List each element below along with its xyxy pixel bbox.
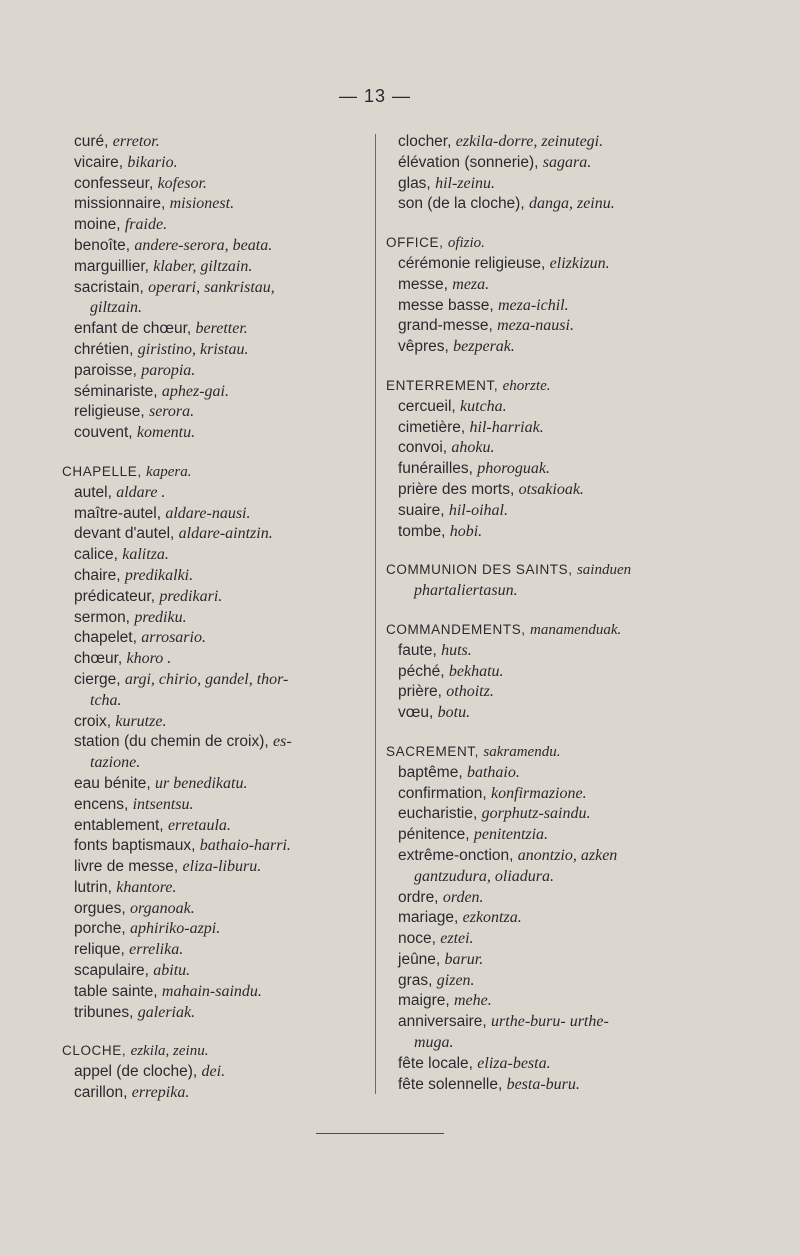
entry-french: carillon, — [74, 1084, 132, 1102]
entry-french: moine, — [74, 216, 125, 234]
dictionary-entry — [386, 825, 696, 846]
entry-french: tribunes, — [74, 1003, 138, 1021]
entry-french: fête solennelle, — [398, 1075, 507, 1093]
entry-basque: hobi. — [449, 522, 483, 540]
entry-basque: aldare . — [116, 483, 166, 501]
dictionary-entry — [62, 566, 362, 587]
entry-basque: klaber, giltzain. — [153, 257, 253, 275]
entry-french: station (du chemin de croix), — [74, 733, 274, 751]
dictionary-section — [386, 620, 696, 724]
entry-french: orgues, — [74, 899, 131, 917]
entry-basque: gorphutz-saindu. — [481, 805, 591, 823]
entry-basque: aldare-aintzin. — [178, 525, 273, 543]
dictionary-entry — [62, 278, 362, 299]
entry-basque: giltzain. — [90, 299, 143, 317]
entry-basque: dei. — [201, 1063, 226, 1081]
dictionary-section — [62, 1041, 362, 1103]
entry-basque: khoro . — [126, 650, 172, 668]
entry-french: prédicateur, — [74, 587, 160, 605]
entry-basque: eliza-liburu. — [182, 858, 262, 876]
entry-french: suaire, — [398, 501, 449, 519]
dictionary-entry — [386, 867, 696, 888]
dictionary-entry — [386, 132, 696, 153]
dictionary-entry — [386, 641, 696, 662]
heading-basque: ezkila, zeinu. — [130, 1043, 209, 1060]
dictionary-entry — [62, 257, 362, 278]
dictionary-entry — [386, 662, 696, 683]
entry-basque: andere-serora, beata. — [134, 236, 273, 254]
entry-basque: penitentzia. — [473, 826, 549, 844]
dictionary-entry — [62, 608, 362, 629]
dictionary-section — [386, 132, 696, 215]
entry-basque: organoak. — [130, 899, 195, 917]
entry-french: marguillier, — [74, 257, 154, 275]
dictionary-entry — [386, 296, 696, 317]
dictionary-entry — [62, 298, 362, 319]
dictionary-entry — [386, 846, 696, 867]
section-heading — [386, 620, 696, 641]
entry-french: sacristain, — [74, 278, 149, 296]
dictionary-entry — [386, 316, 696, 337]
entry-french: cercueil, — [398, 397, 461, 415]
entry-basque: ezkontza. — [462, 909, 522, 927]
dictionary-entry — [386, 804, 696, 825]
entry-french: prière des morts, — [398, 480, 519, 498]
entry-basque: meza. — [452, 275, 490, 293]
entry-basque: paropia. — [141, 361, 196, 379]
entry-basque: hil-harriak. — [469, 418, 544, 436]
entry-basque: othoitz. — [446, 683, 494, 701]
entry-basque: beretter. — [195, 320, 248, 338]
dictionary-entry — [62, 857, 362, 878]
entry-french: prière, — [398, 683, 447, 701]
dictionary-entry — [386, 991, 696, 1012]
entry-basque: bathaio-harri. — [199, 837, 291, 855]
left-column — [62, 132, 362, 1122]
entry-basque: fraide. — [124, 216, 168, 234]
entry-french: maître-autel, — [74, 504, 166, 522]
dictionary-entry — [62, 712, 362, 733]
entry-french: livre de messe, — [74, 858, 183, 876]
entry-french: extrême-onction, — [398, 846, 518, 864]
entry-basque: aphez-gai. — [161, 382, 229, 400]
entry-french: gras, — [398, 971, 437, 989]
entry-french: confesseur, — [74, 174, 158, 192]
dictionary-entry — [386, 581, 696, 602]
entry-basque: meza-ichil. — [497, 296, 569, 314]
entry-french: chapelet, — [74, 629, 142, 647]
entry-french: lutrin, — [74, 878, 117, 896]
entry-french: paroisse, — [74, 361, 142, 379]
dictionary-entry — [62, 423, 362, 444]
footer-rule — [316, 1133, 444, 1134]
entry-basque: gantzudura, oliadura. — [414, 867, 555, 885]
entry-basque: huts. — [441, 641, 472, 659]
entry-basque: predikari. — [159, 587, 223, 605]
dictionary-section — [386, 560, 696, 602]
dictionary-entry — [386, 888, 696, 909]
dictionary-entry — [386, 522, 696, 543]
dictionary-entry — [386, 194, 696, 215]
dictionary-entry — [62, 153, 362, 174]
entry-basque: bathaio. — [466, 763, 520, 781]
entry-basque: gizen. — [436, 971, 475, 989]
entry-french: curé, — [74, 133, 113, 150]
entry-french: entablement, — [74, 816, 168, 834]
dictionary-section — [386, 233, 696, 358]
dictionary-entry — [62, 483, 362, 504]
dictionary-entry — [62, 236, 362, 257]
entry-french: messe basse, — [398, 296, 498, 314]
entry-french: table sainte, — [74, 982, 162, 1000]
dictionary-entry — [386, 397, 696, 418]
section-heading — [62, 1041, 362, 1062]
dictionary-entry — [62, 753, 362, 774]
entry-basque: kalitza. — [122, 546, 169, 564]
heading-french: CHAPELLE, — [62, 463, 147, 479]
dictionary-entry — [386, 501, 696, 522]
dictionary-entry — [386, 459, 696, 480]
dictionary-entry — [62, 215, 362, 236]
entry-french: tombe, — [398, 522, 450, 540]
entry-french: encens, — [74, 795, 133, 813]
dictionary-entry — [62, 899, 362, 920]
entry-french: chaire, — [74, 566, 125, 584]
entry-basque: kutcha. — [460, 397, 507, 415]
entry-french: convoi, — [398, 439, 452, 457]
heading-basque: manamenduak. — [530, 621, 622, 638]
dictionary-entry — [62, 649, 362, 670]
entry-french: fête locale, — [398, 1054, 478, 1072]
entry-french: mariage, — [398, 909, 463, 927]
entry-french: eucharistie, — [398, 805, 482, 823]
dictionary-entry — [62, 402, 362, 423]
entry-basque: ahoku. — [451, 439, 495, 457]
entry-basque: phartaliertasun. — [414, 582, 518, 600]
dictionary-entry — [62, 732, 362, 753]
entry-french: sermon, — [74, 608, 135, 626]
dictionary-entry — [62, 340, 362, 361]
dictionary-entry — [386, 418, 696, 439]
entry-french: benoîte, — [74, 236, 135, 254]
dictionary-entry — [62, 1003, 362, 1024]
entry-french: relique, — [74, 941, 130, 959]
entry-basque: muga. — [414, 1034, 454, 1052]
dictionary-entry — [62, 919, 362, 940]
entry-basque: mahain-saindu. — [161, 982, 262, 1000]
entry-french: autel, — [74, 483, 117, 501]
dictionary-entry — [386, 971, 696, 992]
dictionary-entry — [386, 254, 696, 275]
entry-basque: bekhatu. — [448, 662, 504, 680]
entry-basque: otsakioak. — [518, 480, 584, 498]
dictionary-entry — [62, 587, 362, 608]
entry-french: séminariste, — [74, 382, 162, 400]
dictionary-entry — [62, 982, 362, 1003]
entry-french: vêpres, — [398, 338, 454, 356]
entry-french: clocher, — [398, 133, 456, 150]
entry-french: glas, — [398, 174, 436, 192]
dictionary-entry — [386, 1012, 696, 1033]
dictionary-entry — [386, 703, 696, 724]
entry-french: fonts baptismaux, — [74, 837, 200, 855]
entry-french: pénitence, — [398, 826, 474, 844]
dictionary-entry — [62, 361, 362, 382]
entry-french: jeûne, — [398, 950, 445, 968]
dictionary-entry — [62, 795, 362, 816]
section-heading — [386, 376, 696, 397]
entry-basque: errelika. — [129, 941, 184, 959]
entry-french: élévation (sonnerie), — [398, 153, 543, 171]
dictionary-entry — [62, 1062, 362, 1083]
dictionary-section — [62, 132, 362, 444]
entry-basque: phoroguak. — [477, 460, 550, 478]
heading-french: COMMUNION DES SAINTS, — [386, 562, 577, 578]
page-number: — 13 — — [338, 86, 412, 106]
dictionary-entry — [62, 628, 362, 649]
entry-basque: kurutze. — [115, 712, 167, 730]
dictionary-entry — [386, 763, 696, 784]
entry-basque: es- — [273, 733, 292, 751]
entry-basque: anontzio, azken — [517, 846, 618, 864]
heading-basque: sainduen — [576, 562, 632, 579]
entry-basque: tazione. — [90, 754, 141, 772]
dictionary-entry — [62, 382, 362, 403]
heading-french: OFFICE, — [386, 235, 448, 251]
entry-french: anniversaire, — [398, 1013, 492, 1031]
dictionary-entry — [62, 836, 362, 857]
dictionary-section — [386, 376, 696, 542]
entry-french: grand-messe, — [398, 317, 498, 335]
entry-basque: sagara. — [542, 153, 592, 171]
heading-basque: ofizio. — [447, 235, 485, 252]
dictionary-entry — [386, 929, 696, 950]
entry-basque: misionest. — [169, 195, 235, 213]
entry-french: missionnaire, — [74, 195, 170, 213]
dictionary-entry — [62, 816, 362, 837]
section-heading — [386, 233, 696, 254]
dictionary-entry — [386, 1075, 696, 1096]
entry-french: son (de la cloche), — [398, 195, 529, 213]
entry-basque: tcha. — [90, 691, 122, 709]
heading-french: CLOCHE, — [62, 1043, 131, 1059]
dictionary-entry — [386, 1054, 696, 1075]
heading-basque: ehorzte. — [502, 377, 551, 394]
entry-basque: galeriak. — [137, 1003, 196, 1021]
dictionary-section — [386, 742, 696, 1096]
entry-basque: komentu. — [136, 424, 196, 442]
dictionary-entry — [62, 194, 362, 215]
entry-basque: meza-nausi. — [497, 317, 574, 335]
column-divider — [375, 134, 376, 1094]
dictionary-section — [62, 462, 362, 1024]
dictionary-entry — [386, 174, 696, 195]
entry-french: confirmation, — [398, 784, 492, 802]
entry-french: faute, — [398, 641, 442, 659]
entry-basque: urthe-buru- urthe- — [491, 1013, 609, 1031]
entry-basque: argi, chirio, gandel, thor- — [124, 670, 289, 688]
entry-basque: mehe. — [454, 992, 492, 1010]
heading-basque: kapera. — [146, 463, 192, 480]
dictionary-entry — [62, 524, 362, 545]
entry-basque: hil-oihal. — [448, 501, 508, 519]
dictionary-entry — [62, 132, 362, 153]
entry-french: chrétien, — [74, 340, 138, 358]
entry-basque: giristino, kristau. — [137, 340, 249, 358]
entry-basque: ur benedikatu. — [155, 774, 248, 792]
entry-french: porche, — [74, 920, 131, 938]
heading-french: SACREMENT, — [386, 743, 484, 759]
entry-basque: khantore. — [116, 878, 177, 896]
entry-basque: errepika. — [131, 1084, 190, 1102]
dictionary-entry — [386, 1033, 696, 1054]
dictionary-entry — [386, 438, 696, 459]
entry-french: vicaire, — [74, 153, 128, 171]
dictionary-entry — [62, 691, 362, 712]
entry-basque: danga, zeinu. — [528, 195, 615, 213]
entry-french: scapulaire, — [74, 962, 154, 980]
entry-basque: hil-zeinu. — [435, 174, 496, 192]
section-heading — [386, 742, 696, 763]
entry-basque: intsentsu. — [132, 795, 194, 813]
entry-basque: erretor. — [112, 133, 160, 150]
section-heading — [62, 462, 362, 483]
entry-french: ordre, — [398, 888, 443, 906]
entry-french: couvent, — [74, 424, 137, 442]
entry-basque: kofesor. — [157, 174, 207, 192]
entry-basque: aldare-nausi. — [165, 504, 251, 522]
entry-basque: serora. — [148, 403, 195, 421]
entry-french: baptême, — [398, 763, 467, 781]
entry-basque: elizkizun. — [549, 254, 610, 272]
entry-basque: operari, sankristau, — [148, 278, 275, 296]
entry-french: cierge, — [74, 670, 125, 688]
dictionary-entry — [62, 504, 362, 525]
entry-basque: konfirmazione. — [491, 784, 587, 802]
right-column — [386, 132, 696, 1113]
entry-basque: aphiriko-azpi. — [130, 920, 221, 938]
entry-basque: predikalki. — [124, 566, 194, 584]
dictionary-entry — [386, 950, 696, 971]
dictionary-entry — [386, 337, 696, 358]
dictionary-entry — [62, 545, 362, 566]
entry-french: messe, — [398, 275, 453, 293]
dictionary-entry — [62, 1083, 362, 1104]
entry-basque: besta-buru. — [506, 1075, 580, 1093]
entry-french: noce, — [398, 930, 441, 948]
entry-basque: eliza-besta. — [477, 1054, 551, 1072]
dictionary-entry — [62, 878, 362, 899]
dictionary-entry — [62, 774, 362, 795]
dictionary-entry — [386, 908, 696, 929]
dictionary-entry — [386, 153, 696, 174]
entry-french: maigre, — [398, 992, 454, 1010]
heading-french: COMMANDEMENTS, — [386, 621, 530, 637]
entry-basque: abitu. — [153, 962, 191, 980]
dictionary-entry — [386, 480, 696, 501]
entry-basque: orden. — [442, 888, 484, 906]
dictionary-entry — [62, 319, 362, 340]
entry-basque: prediku. — [134, 608, 187, 626]
entry-basque: eztei. — [440, 930, 474, 948]
dictionary-entry — [62, 174, 362, 195]
entry-french: eau bénite, — [74, 774, 156, 792]
dictionary-entry — [386, 682, 696, 703]
entry-basque: botu. — [437, 704, 471, 722]
entry-basque: bezperak. — [453, 338, 515, 356]
entry-french: devant d'autel, — [74, 525, 179, 543]
section-heading — [386, 560, 696, 581]
entry-french: cérémonie religieuse, — [398, 254, 550, 272]
entry-french: calice, — [74, 546, 123, 564]
heading-basque: sakramendu. — [483, 743, 561, 760]
dictionary-entry — [62, 961, 362, 982]
entry-french: chœur, — [74, 650, 127, 668]
entry-french: cimetière, — [398, 418, 470, 436]
dictionary-entry — [62, 940, 362, 961]
entry-basque: bikario. — [127, 153, 178, 171]
entry-french: appel (de cloche), — [74, 1063, 202, 1081]
entry-french: funérailles, — [398, 460, 478, 478]
entry-basque: ezkila-dorre, zeinutegi. — [455, 133, 604, 150]
entry-french: religieuse, — [74, 403, 149, 421]
dictionary-entry — [386, 275, 696, 296]
dictionary-entry — [386, 784, 696, 805]
entry-french: vœu, — [398, 704, 438, 722]
entry-basque: barur. — [444, 950, 484, 968]
entry-french: péché, — [398, 662, 449, 680]
entry-basque: erretaula. — [167, 816, 231, 834]
entry-french: croix, — [74, 712, 116, 730]
dictionary-entry — [62, 670, 362, 691]
entry-french: enfant de chœur, — [74, 320, 196, 338]
heading-french: ENTERREMENT, — [386, 377, 503, 393]
entry-basque: arrosario. — [141, 629, 206, 647]
